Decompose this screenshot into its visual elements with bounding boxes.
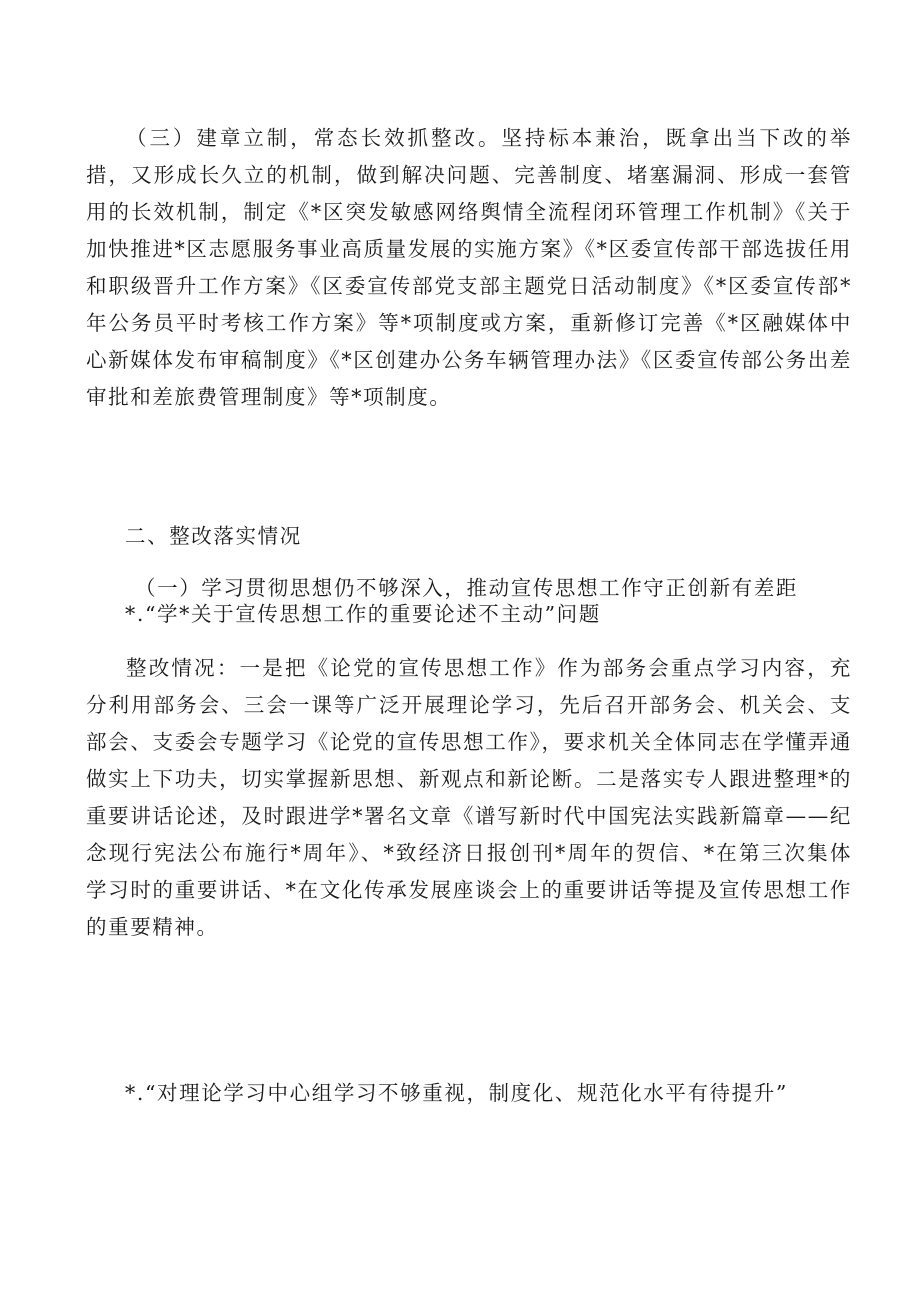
paragraph-institution-building: （三）建章立制，常态长效抓整改。坚持标本兼治，既拿出当下改的举措，又形成长久立的机制，做到解决问题、完善制度、堵塞漏洞、形成一套管用的长效机制，制定《*区突发敏感网络舆情全流程闭环管理工作机制》《关于加快推进*区志愿服务事业高质量发展的实施方案》《*区委宣传部干部选拔任用和职级晋升工作方案》《区委宣传部党支部主题党日活动制度》《*区委宣传部*年公务员平时考核工作方案》等*项制度或方案，重新修订完善《*区融媒体中心新媒体发布审稿制度》《*区创建办公务车辆管理办法》《区委宣传部公务出差审批和差旅费管理制度》等*项制度。 xyxy=(86,126,852,409)
item-heading-study-group: *.“对理论学习中心组学习不够重视，制度化、规范化水平有待提升” xyxy=(125,1081,788,1105)
paragraph-rectification-details: 整改情况：一是把《论党的宣传思想工作》作为部务会重点学习内容，充分利用部务会、三会一课等广泛开展理论学习，先后召开部务会、机关会、支部会、支委会专题学习《论党的宣传思想工作》，要求机关全体同志在学懂弄通做实上下功夫，切实掌握新思想、新观点和新论断。二是落实专人跟进整理*的重要讲话论述，及时跟进学*署名文章《谱写新时代中国宪法实践新篇章——纪念现行宪法公布施行*周年》、*致经济日报创刊*周年的贺信、*在第三次集体学习时的重要讲话、*在文化传承发展座谈会上的重要讲话等提及宣传思想工作的重要精神。 xyxy=(86,656,852,939)
subsection-heading-learning-implementation: （一）学习贯彻思想仍不够深入，推动宣传思想工作守正创新有差距 xyxy=(135,576,798,600)
section-heading-rectification-status: 二、整改落实情况 xyxy=(125,524,302,548)
item-heading-study-discourse: *.“学*关于宣传思想工作的重要论述不主动”问题 xyxy=(125,602,601,626)
